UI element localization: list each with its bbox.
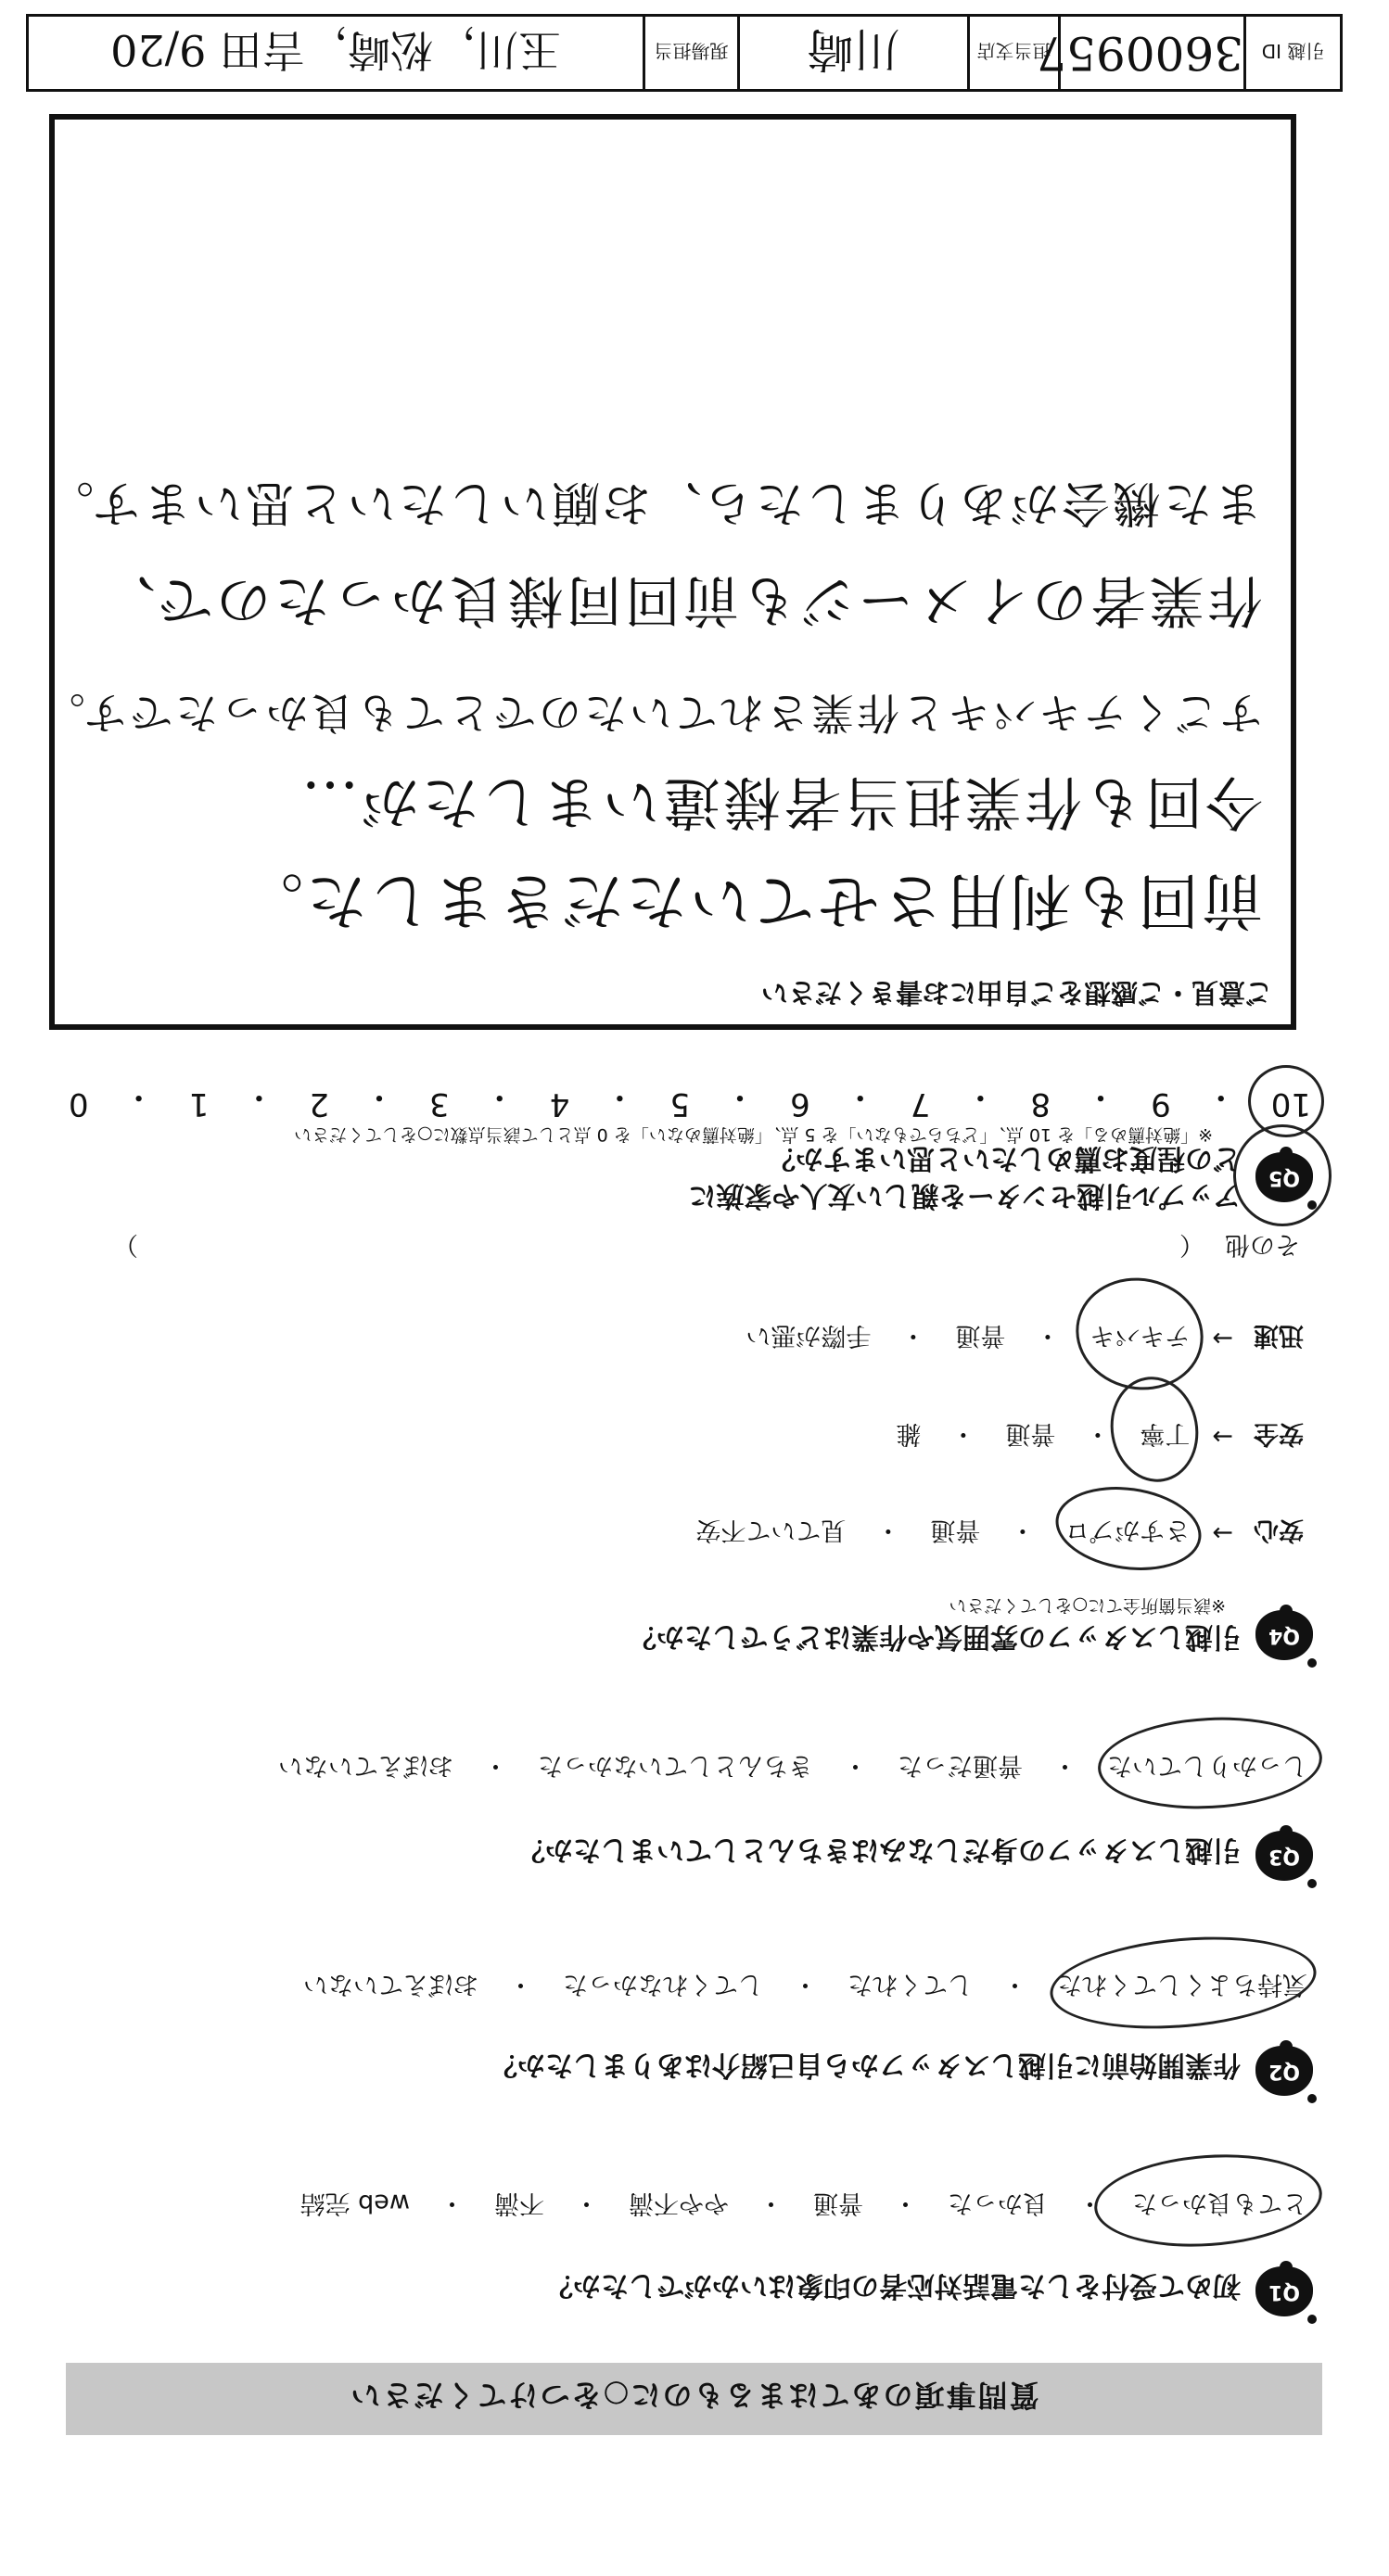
q3-question: 引越しスタッフの身だしなみはきちんとしていましたか？ — [517, 1834, 1241, 1866]
scale-value[interactable]: 10 — [1270, 1085, 1311, 1123]
q4-question: 引越しスタッフの雰囲気や作業はどうでしたか？ — [629, 1620, 1241, 1653]
comment-label: ご意見・ご感想をご自由にお書きください — [760, 977, 1272, 1009]
q3-badge: Q3 — [1254, 1823, 1320, 1890]
q4-row-label: 安全 — [1254, 1419, 1304, 1448]
comment-line: 今回も作業担当者様違いましたが… — [298, 768, 1263, 836]
q4-option[interactable]: 雑 — [896, 1419, 922, 1448]
q2-option[interactable]: してくれた — [847, 1970, 973, 1999]
q3-options: しっかりしていた ・ 普通だった ・ きちんとしていなかった ・ おぼえていない — [278, 1750, 1307, 1786]
q5-note: ※「絶対薦める」を 10 点、「どちらでもない」を 5 点、「絶対薦めない」を 0 点として該当点数に○をしてください — [294, 1124, 1213, 1145]
q4-option[interactable]: さすがプロ — [1064, 1516, 1191, 1544]
scale-value[interactable]: 5 — [669, 1085, 691, 1123]
q5-badge: Q5 — [1254, 1145, 1320, 1212]
q2-option[interactable]: おぼえていない — [303, 1970, 478, 1999]
q2-option[interactable]: してくれなかった — [563, 1970, 763, 1999]
q2-badge: Q2 — [1254, 2038, 1320, 2105]
branch-value: 川崎 — [807, 22, 900, 76]
q4-option[interactable]: テキパキ — [1090, 1321, 1191, 1350]
q4-option[interactable]: 丁寧 — [1140, 1419, 1191, 1448]
scale-value[interactable]: 2 — [309, 1085, 329, 1123]
q4-note: ※該当箇所全てに○をしてください — [949, 1595, 1226, 1616]
q5-answer-circle — [1248, 1065, 1324, 1137]
q4-option[interactable]: 見ていて不安 — [695, 1516, 847, 1544]
comment-line: また機会がありましたら、お願いしたいと思います。 — [43, 475, 1263, 530]
q4-row-anzen: 安全 → 丁寧 ・ 普通 ・ 雑 — [896, 1418, 1304, 1454]
q1-option[interactable]: 普通 — [813, 2189, 863, 2217]
q1-question: 初めて受付をした電話対応者の印象はいかがでしたか？ — [545, 2269, 1241, 2302]
scale-value[interactable]: 6 — [790, 1085, 810, 1123]
comment-box[interactable] — [39, 114, 1296, 1030]
q4-row-anshin: 安心 → さすがプロ ・ 普通 ・ 見ていて不安 — [695, 1515, 1304, 1551]
q4-anshin-answer-circle — [1051, 1478, 1207, 1579]
q4-other-label: その他 — [1225, 1230, 1300, 1259]
id-label-cell: 引越 ID — [1243, 17, 1340, 89]
scale-value[interactable]: 4 — [549, 1085, 570, 1123]
instruction-text: 質問事項のあてはまるものに○をつけてください — [349, 2378, 1039, 2413]
q4-option[interactable]: 普通 — [930, 1516, 981, 1544]
id-value-cell — [1037, 17, 1243, 89]
scale-value[interactable]: 9 — [1151, 1085, 1171, 1123]
comment-line: すごくテキパキと作業されていたのでとても良かったです。 — [39, 688, 1263, 738]
footer-table — [26, 14, 1343, 92]
q3-answer-circle — [1096, 1712, 1325, 1815]
instruction-band — [66, 2363, 1322, 2435]
scale-value[interactable]: 3 — [429, 1085, 450, 1123]
branch-value-cell — [737, 17, 967, 89]
q4-row-label: 安心 — [1254, 1516, 1304, 1544]
q1-option[interactable]: とても良かった — [1132, 2189, 1307, 2217]
q3-option[interactable]: おぼえていない — [278, 1751, 453, 1780]
comment-line: 作業者のイメージも前回同様良かったので、 — [97, 567, 1263, 632]
q4-row-jinsoku: 迅速 → テキパキ ・ 普通 ・ 手際が悪い — [745, 1320, 1304, 1356]
q4-row-label: 迅速 — [1254, 1321, 1304, 1350]
scale-value[interactable]: 0 — [69, 1085, 89, 1123]
q3-option[interactable]: しっかりしていた — [1107, 1751, 1307, 1780]
q4-jinsoku-answer-circle — [1065, 1266, 1214, 1402]
q4-badge: Q4 — [1254, 1603, 1320, 1669]
branch-label-cell: 担当支店 — [967, 17, 1058, 89]
q3-option[interactable]: 普通だった — [898, 1751, 1023, 1780]
staff-value: 玉川，松崎，吉田 9/20 — [110, 25, 561, 75]
id-value: 3600957 — [1037, 26, 1243, 80]
q4-option[interactable]: 普通 — [1005, 1419, 1056, 1448]
q5-question-line1: アップル引越センターを親しい友人や家族に — [688, 1179, 1241, 1212]
q5-scale: 10 ・ 9 ・ 8 ・ 7 ・ 6 ・ 5 ・ 4 ・ 3 ・ 2 ・ 1 ・ 0 — [69, 1078, 1311, 1123]
q1-options: とても良かった ・ 良かった ・ 普通 ・ やや不満 ・ 不満 ・ web 完結 — [300, 2188, 1307, 2224]
scale-value[interactable]: 1 — [188, 1085, 210, 1123]
q1-option[interactable]: web 完結 — [299, 2189, 410, 2217]
q1-option[interactable]: 不満 — [494, 2189, 544, 2217]
scale-value[interactable]: 7 — [910, 1085, 931, 1123]
staff-label-cell: 現場担当 — [643, 17, 737, 89]
q2-options: 気持ちよくしてくれた ・ してくれた ・ してくれなかった ・ おぼえていない — [303, 1969, 1307, 2005]
q2-option[interactable]: 気持ちよくしてくれた — [1057, 1970, 1307, 1999]
q4-option[interactable]: 普通 — [955, 1321, 1006, 1350]
q2-question: 作業開始前に引越しスタッフから自己紹介はありましたか？ — [490, 2049, 1241, 2081]
q2-answer-circle — [1046, 1927, 1319, 2039]
q5-question-line2: どの程度お薦めしたいと思いますか？ — [768, 1142, 1241, 1174]
q4-other: その他 （ ） — [113, 1229, 1300, 1265]
q1-option[interactable]: 良かった — [948, 2189, 1048, 2217]
q1-answer-circle — [1091, 2148, 1325, 2254]
comment-line: 前回も利用させていただきました。 — [239, 865, 1263, 936]
staff-value-cell — [29, 17, 643, 89]
q4-option[interactable]: 手際が悪い — [745, 1321, 872, 1350]
q5-badge-circle — [1233, 1124, 1332, 1226]
q1-option[interactable]: やや不満 — [629, 2189, 729, 2217]
scale-value[interactable]: 8 — [1030, 1085, 1051, 1123]
q1-badge: Q1 — [1254, 2259, 1320, 2326]
q3-option[interactable]: きちんとしていなかった — [538, 1751, 813, 1780]
